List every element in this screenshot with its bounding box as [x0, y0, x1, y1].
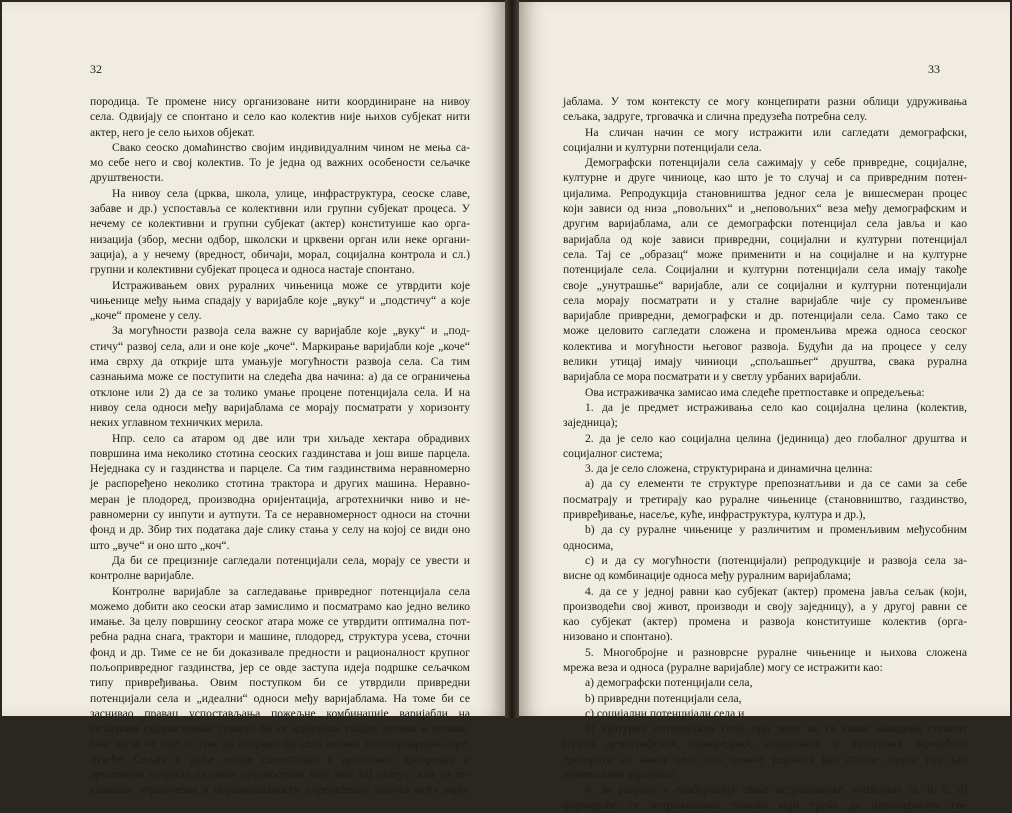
- text-line: своје „унутрашње“ варијабле, али се социјални и културни потенцијали: [563, 278, 967, 292]
- text-line: неких углавном техничких мерила.: [90, 416, 264, 430]
- text-line: фонд и др. Збир тих података даје слику стања у селу на којој се види оно: [90, 523, 470, 537]
- text-line: нечему се колективни и групни субјекат (актер) конституише као орга-: [90, 217, 470, 231]
- text-line: мо себе него и свој колектив. То је једна од важних особености сељачке: [90, 156, 470, 170]
- text-line: сељака, задруге, трговачка и слична предузећа потребна селу.: [563, 110, 868, 124]
- right-page-number: 33: [928, 62, 940, 76]
- text-line: а) да су елементи те структуре препознатљиви и да се сами за себе: [585, 477, 967, 491]
- text-line: Да би се прецизније сагледали потенцијали села, морају се увести и: [112, 553, 470, 567]
- text-line: чињенице међу њима спадају у варијабле које „вуку“ и „подстичу“ а које: [90, 293, 470, 307]
- text-line: сазнањима може се поступити на следећа два начина: а) да се ограничења: [90, 370, 470, 384]
- text-line: c) социјални потенцијали села и: [585, 706, 745, 720]
- text-line: цијалима. Репродукција становништва једног села је вишесмеран процес: [563, 186, 967, 200]
- text-line: потенцијале села. Социјални и културни потенцијали села имају такође: [563, 263, 967, 277]
- text-line: можемо добити ако сеоски атар замислимо и посматрамо као једно велико: [90, 599, 470, 613]
- text-line: што „вуче“ и оно што „коч“.: [90, 538, 230, 552]
- text-line: варијабле привредни, демографски и др. потенцијали села. Само тако се: [563, 309, 967, 323]
- text-line: Ова идеја не иде за тим да направи од села велико пољопривредно пре-: [90, 737, 470, 751]
- text-line: заснивао правац успостављања пожељне комбинације варијабли на: [90, 706, 470, 720]
- text-line: велики утицај имају чиниоци „спољашњег“ друштва, свака рурална: [563, 355, 967, 369]
- text-line: (група демографских, привредних, социјалних и културних варијабли): [563, 737, 967, 751]
- text-line: Демографски потенцијали села сажимају у себе привредне, социјалне,: [585, 156, 967, 170]
- text-line: „коче“ промене у селу.: [90, 309, 202, 323]
- text-line: низовано и спонтано).: [563, 630, 673, 644]
- text-line: меран је плодоред, производна оријентација, агротехнички ниво и не-: [90, 492, 470, 506]
- book-gutter: [505, 0, 519, 718]
- text-line: променљиве варијабле.: [563, 768, 678, 782]
- text-line: 6. За разраду и елаборацију сваке истраживачке потцелине (a, b, c, d): [585, 783, 967, 797]
- text-line: имање. За целу површину сеоског атара може се утврдити оптимална пот-: [90, 615, 470, 629]
- text-line: културне и друге чиниоце, као што је то случај и са привредним потен-: [563, 171, 967, 185]
- text-line: села морају посматрати и у сталне варијабле чије су променљиве: [563, 293, 967, 307]
- text-line: c) и да су могућности (потенцијали) репродукције и развоја села за-: [585, 553, 967, 567]
- text-line: фонд и др. Тиме се не би доказивале предности и рационалност крупног: [90, 645, 470, 659]
- text-line: нивоу села односи међу варијаблама се морају посматрати у хоризонту: [90, 400, 470, 414]
- text-line: 1. да је предмет истраживања село као социјална целина (колектив,: [585, 400, 967, 414]
- text-line: потенцијали села и „идеални“ односи међу варијаблама. На томе би се: [90, 691, 470, 705]
- text-line: Неједнака су и газдинства и парцеле. Са тим газдинствима неравномерно: [90, 462, 470, 476]
- text-line: другим варијаблама, али се демографски потенцијал села јавља и као: [563, 217, 967, 231]
- right-page-text: [563, 94, 967, 813]
- text-line: а) демографски потенцијали села,: [585, 676, 753, 690]
- text-line: има сврху да открије шта умањује могућности развоја села. Са тим: [90, 355, 470, 369]
- text-line: b) да су руралне чињенице у различитим и променљивим међусобним: [585, 523, 967, 537]
- text-line: посматрају и третирају као руралне чињенице (становништво, газдинство,: [563, 492, 967, 506]
- text-line: 4. да се у једној равни као субјекат (актер) промена јавља сељак (који,: [585, 584, 967, 598]
- text-line: висне од комбинације односа међу руралним варијаблама;: [563, 569, 852, 583]
- text-line: је распоређено неколико стотина трактора и других машина. Неравно-: [90, 477, 470, 491]
- text-line: Ова истраживачка замисао има следеће претпоставке и опредељења:: [585, 385, 925, 399]
- text-line: Свако сеоско домаћинство својим индивидуалним чином не мења са-: [112, 140, 470, 154]
- text-line: привређивање, насеље, куће, инфраструктура, култура и др.),: [563, 508, 866, 522]
- text-line: b) привредни потенцијали села,: [585, 691, 742, 705]
- text-line: сељачким газдинствима: тежило би се идеалном складу делова и целине.: [90, 722, 470, 736]
- text-line: као субјекат (актер) промена и развоја конституише колектив (орга-: [563, 615, 967, 629]
- text-line: d) културни потенцијали села, при чему не се сваки наведени сегмент: [585, 722, 967, 736]
- text-line: Контролне варијабле за сагледавање привредног потенцијала села: [112, 584, 470, 598]
- text-line: варијабла од које зависи привредни, социјални и културни потенцијал: [563, 232, 967, 246]
- text-line: јаблама. У том контексту се могу концепирати разни облици удруживања: [563, 95, 967, 108]
- text-line: 5. Многобројне и разноврсне руралне чињенице и њихова сложена: [585, 645, 967, 659]
- text-line: стичу“ развој села, али и оне које „коче“. Маркирање варијабли које „коче“: [90, 339, 470, 353]
- text-line: пољопривредног газдинства, јер се овде заступа идеја подршке сељачком: [90, 660, 470, 674]
- text-line: села. Одвијају се спонтано и село као колектив није њихов субјекат нити: [90, 110, 470, 124]
- text-line: третирати на нивоу села као целине једанпут као сталне, други пут као: [563, 752, 967, 766]
- text-line: За могућности развоја села важне су варијабле које „вуку“ и „под-: [112, 324, 470, 338]
- text-line: односима,: [563, 538, 614, 552]
- text-line: заједница);: [563, 416, 618, 430]
- text-line: дузеће. Сељак и даље остаје самосталан и аутономан привредни и: [90, 752, 470, 766]
- text-line: села. Тај се „образац“ може применити и на социјалне и на културне: [563, 247, 967, 261]
- left-page-text: [90, 94, 470, 798]
- text-line: зација), а у нечему (вредност, обичаји, морал, социјална контрола и сл.): [90, 247, 470, 261]
- text-line: клањање ограничења и нерационалности поремећених односа међу вари-: [90, 783, 470, 797]
- text-line: друштвени субјекат са свим предностима које има тај статус, али уз от-: [90, 768, 470, 782]
- text-line: колектива и могућности његовог развоја. Будући да на процесе у селу: [563, 339, 967, 353]
- text-line: равномерни су инпути и аутпути. Та се неравномерност односи на сточни: [90, 508, 470, 522]
- text-line: може целовито сагледати сложена и променљива мрежа односа сеоског: [563, 324, 967, 338]
- text-line: мрежа веза и односа (руралне варијабле) могу се истражити као:: [563, 660, 883, 674]
- text-line: 2. да је село као социјална целина (јединица) део глобалног друштва и: [585, 431, 967, 445]
- text-line: На сличан начин се могу истражити или сагледати демографски,: [585, 125, 967, 139]
- text-line: ребна радна снага, трактори и машине, плодоред, структура усева, сточни: [90, 630, 470, 644]
- text-line: отклоне или 2) да се за толико умање процене потенцијала села. И на: [90, 385, 470, 399]
- text-line: забаве и др.) успоставља се колективни или групни субјекат процеса. У: [90, 202, 470, 216]
- left-page-number: 32: [90, 62, 102, 76]
- text-line: актер, него је село њихов објекат.: [90, 125, 255, 139]
- text-line: контролне варијабле.: [90, 569, 195, 583]
- text-line: варијабла се мора посматрати и у светлу урбаних варијабли.: [563, 370, 861, 384]
- text-line: производећи свој живот, производи и своју заједницу), а у другој равни се: [563, 599, 967, 613]
- text-line: типу привређивања. Овим поступком би се утврдили привредни: [90, 676, 470, 690]
- left-page: [2, 2, 505, 797]
- text-line: Истраживањем ових руралних чињеница може се утврдити које: [112, 278, 470, 292]
- text-line: социјални и културни потенцијали села.: [563, 140, 762, 154]
- text-line: социјалног система;: [563, 446, 663, 460]
- text-line: низација (збор, месни одбор, школски и црквени орган или неке органи-: [90, 232, 470, 246]
- text-line: површина има неколико стотина сеоских газдинстава и још више парцела.: [90, 446, 470, 460]
- text-line: породица. Те промене нису организоване нити координиране на нивоу: [90, 95, 470, 108]
- text-line: На нивоу села (црква, школа, улице, инфраструктура, сеоске славе,: [112, 186, 470, 200]
- right-page: [519, 2, 1010, 812]
- text-line: групни и колективни субјекат процеса и односа настаје спонтано.: [90, 263, 415, 277]
- text-line: друштвености.: [90, 171, 164, 185]
- text-line: Нпр. село са атаром од две или три хиљаде хектара обрадивих: [112, 431, 470, 445]
- text-line: који зависи од низа „повољних“ и „неповољних“ веза међу демографским и: [563, 202, 967, 216]
- text-line: 3. да је село сложена, структурирана и динамична целина:: [585, 462, 873, 476]
- text-line: формираће се истраживачки тимови који треба да идентификују све: [563, 798, 967, 812]
